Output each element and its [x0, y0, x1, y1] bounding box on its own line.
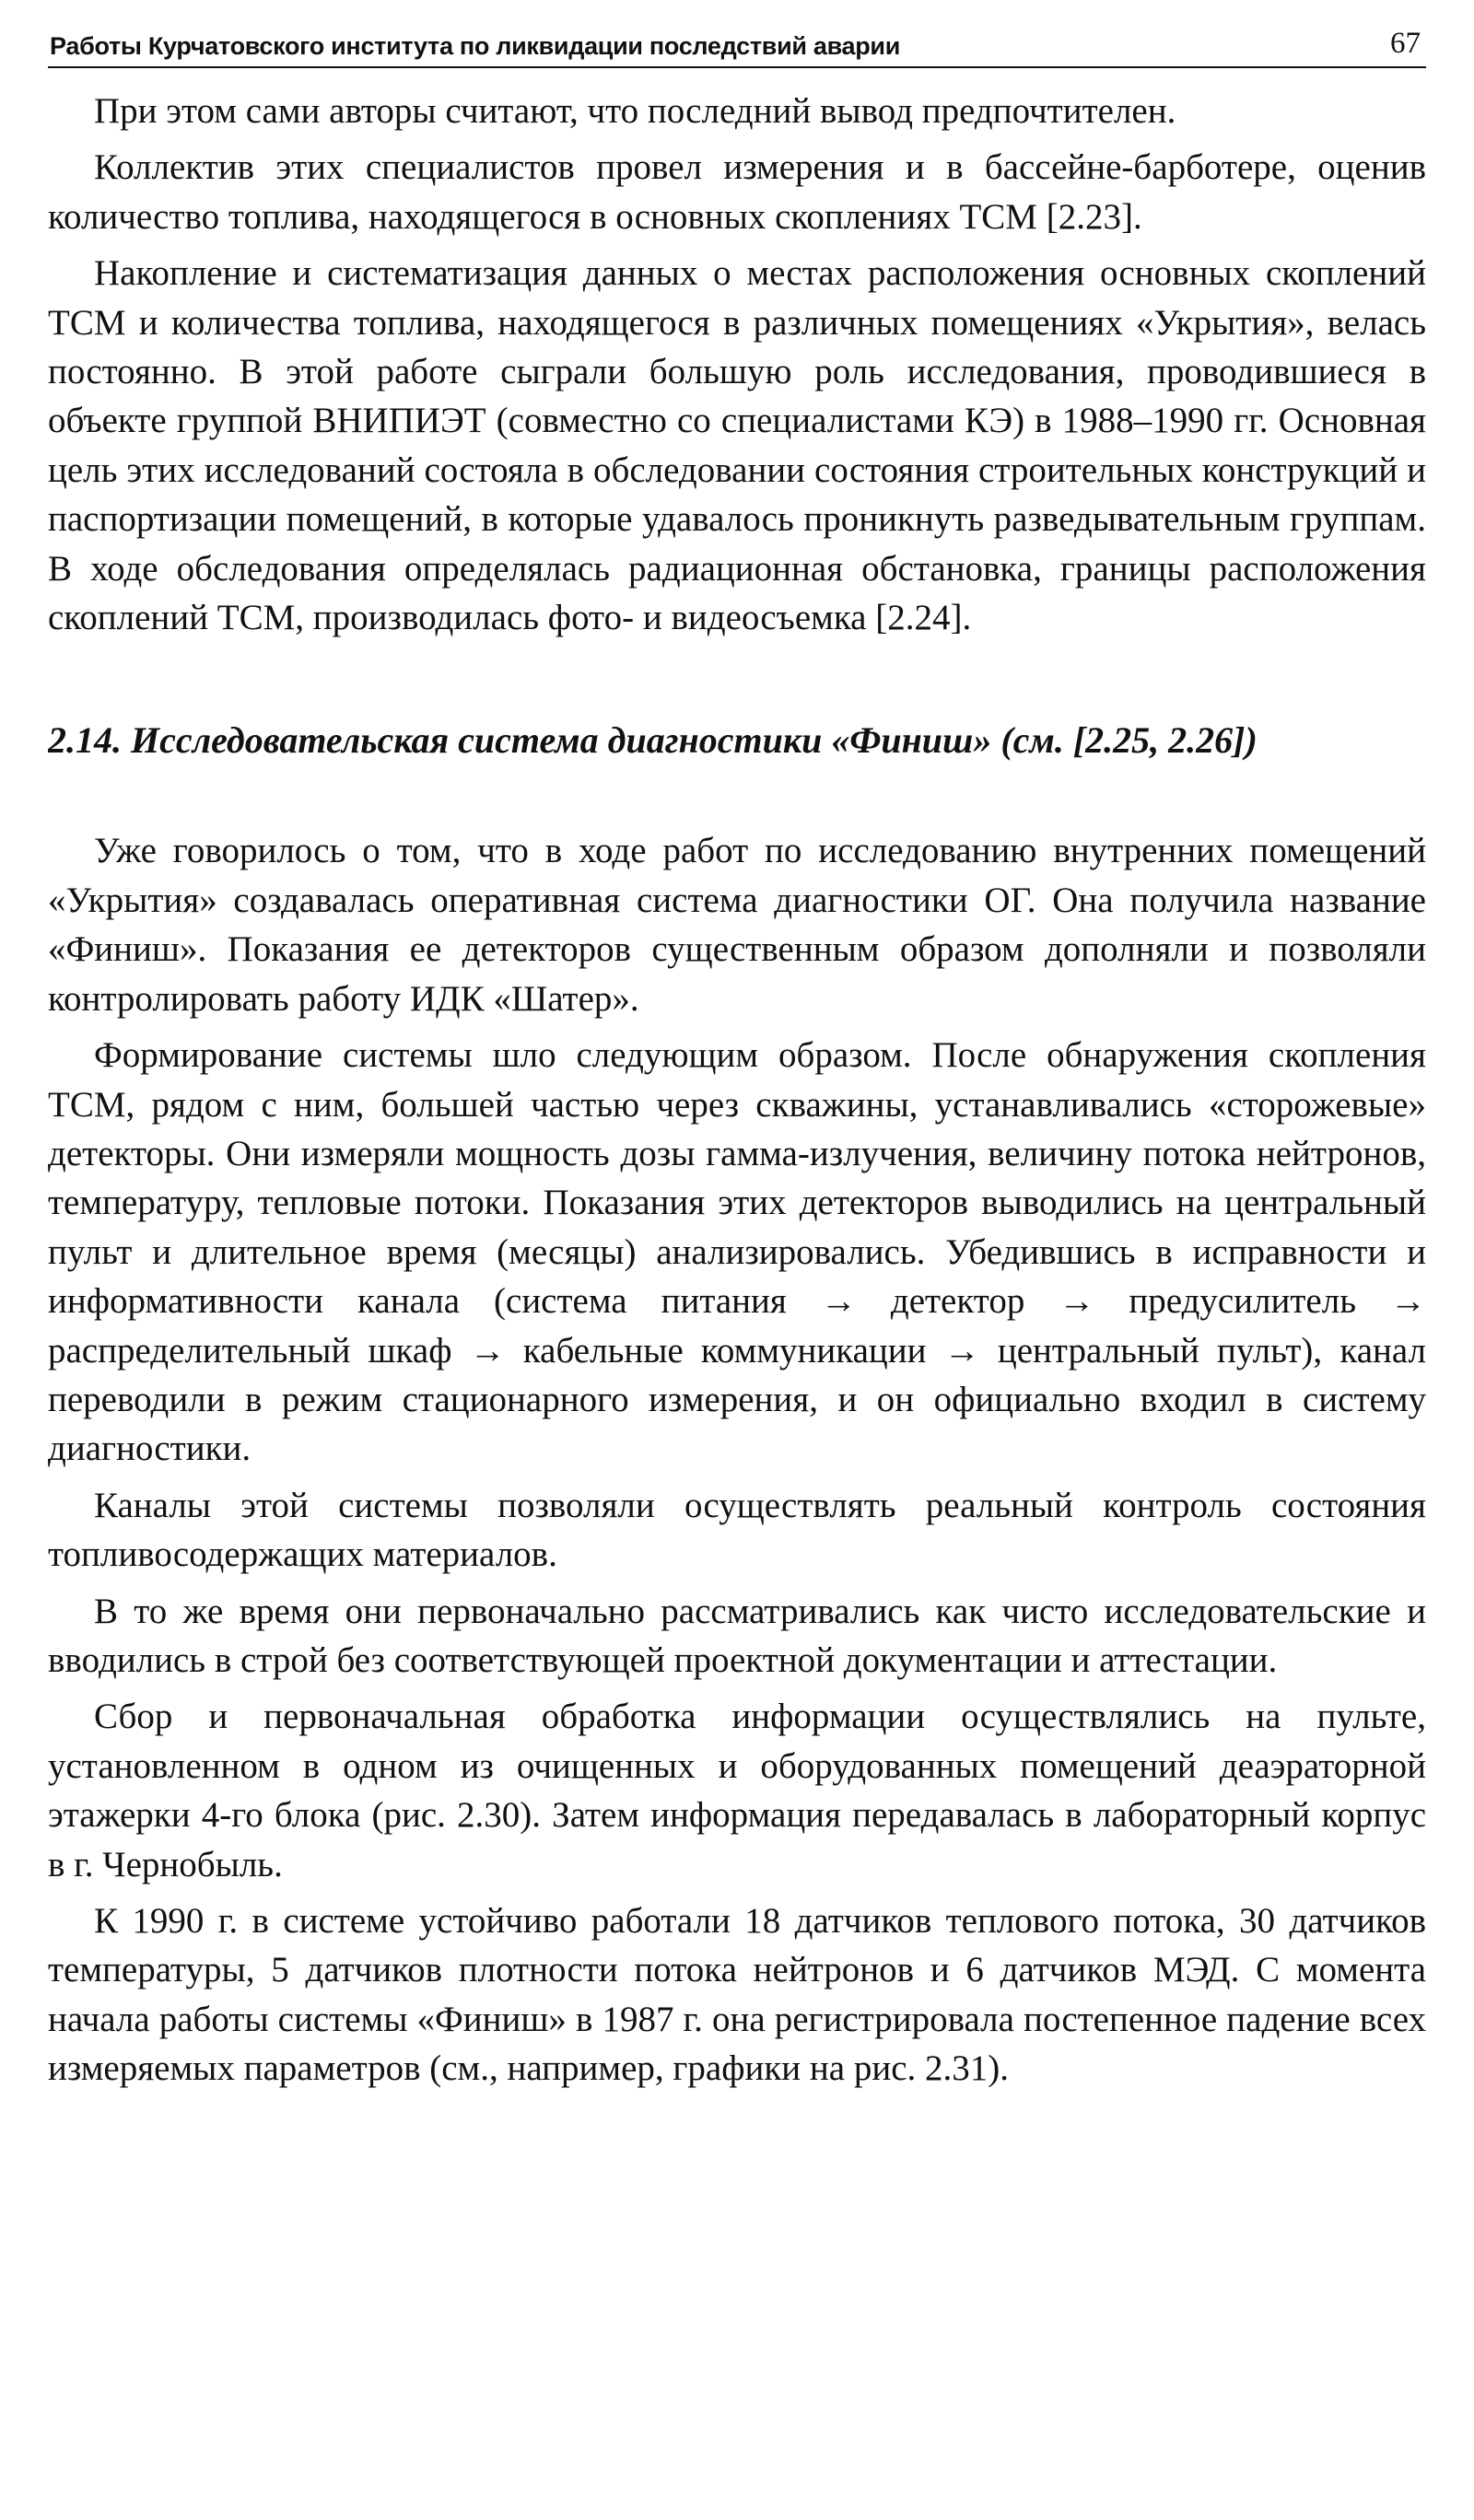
paragraph: К 1990 г. в системе устойчиво работали 18 датчиков теплового потока, 30 датчиков температуры, 5 датчиков плотности потока нейтронов и 6 датчиков МЭД. С момента начала работы системы «Финиш» в 1987 г. она регистрировала постепенное падение всех измеряемых параметров (см., например, графики на рис. 2.31). — [48, 1901, 1426, 2089]
document-page — [48, 24, 1426, 2502]
paragraph: Сбор и первоначальная обработка информации осуществлялись на пульте, установленном в одном из очищенных и оборудованных помещений деаэраторной этажерки 4-го блока (рис. 2.30). Затем информация передавалась в лабораторный корпус в г. Чернобыль. — [48, 1697, 1426, 1884]
running-title: Работы Курчатовского института по ликвидации последствий аварии — [50, 32, 901, 60]
page-number: 67 — [1390, 27, 1421, 60]
running-header — [48, 24, 1426, 68]
paragraph: Формирование системы шло следующим образом. После обнаружения скопления ТСМ, рядом с ним, большей частью через скважины, устанавливались «сторожевые» детекторы. Они измеряли мощность дозы гамма-излучения, величину потока нейтронов, температуру, тепловые потоки. Показания этих детекторов выводились на центральный пульт и длительное время (месяцы) анализировались. Убедившись в исправности и информативности канала (система питания → детектор → предусилитель → распределительный шкаф → кабельные коммуникации → центральный пульт), канал переводили в режим стационарного измерения, и он официально входил в систему диагностики. — [48, 1035, 1426, 1469]
body-text — [48, 87, 1426, 2094]
paragraph: Уже говорилось о том, что в ходе работ по исследованию внутренних помещений «Укрытия» создавалась оперативная система диагностики ОГ. Она получила название «Финиш». Показания ее детекторов существенным образом дополняли и позволяли контролировать работу ИДК «Шатер». — [48, 831, 1426, 1019]
section-heading: 2.14. Исследовательская система диагностики «Финиш» (см. [2.25, 2.26]) — [48, 719, 1258, 762]
paragraph: Каналы этой системы позволяли осуществлять реальный контроль состояния топливосодержащих материалов. — [48, 1485, 1426, 1575]
paragraph: При этом сами авторы считают, что последний вывод предпочтителен. — [94, 91, 1176, 131]
paragraph: Коллектив этих специалистов провел измерения и в бассейне-барботере, оценив количество топлива, находящегося в основных скоплениях ТСМ [2.23]. — [48, 147, 1426, 237]
paragraph: Накопление и систематизация данных о местах расположения основных скоплений ТСМ и количества топлива, находящегося в различных помещениях «Укрытия», велась постоянно. В этой работе сыграли большую роль исследования, проводившиеся в объекте группой ВНИПИЭТ (совместно со специалистами КЭ) в 1988–1990 гг. Основная цель этих исследований состояла в обследовании состояния строительных конструкций и паспортизации помещений, в которые удавалось проникнуть разведывательным группам. В ходе обследования определялась радиационная обстановка, границы расположения скоплений ТСМ, производилась фото- и видеосъемка [2.24]. — [48, 253, 1426, 638]
paragraph: В то же время они первоначально рассматривались как чисто исследовательские и вводились в строй без соответствующей проектной документации и аттестации. — [48, 1591, 1426, 1680]
